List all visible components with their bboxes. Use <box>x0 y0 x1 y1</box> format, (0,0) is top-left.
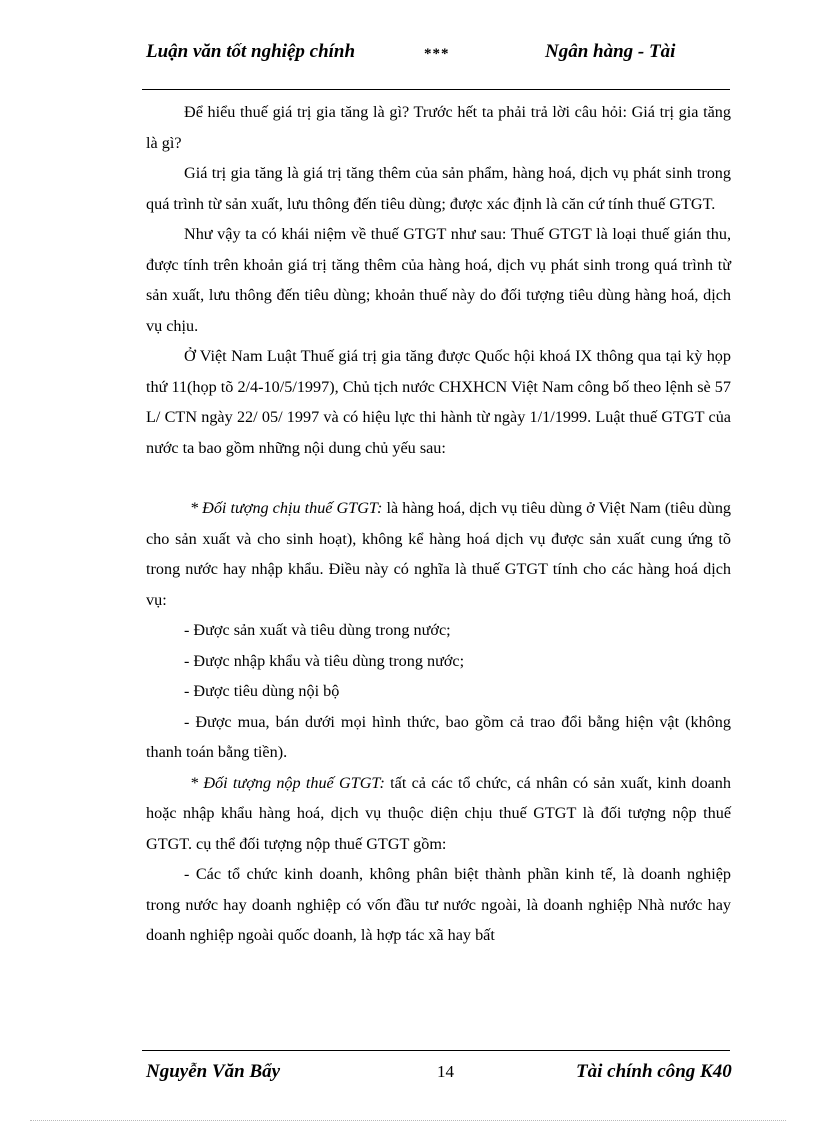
list-item: - Được sản xuất và tiêu dùng trong nước; <box>184 621 451 639</box>
page-number: 14 <box>437 1062 454 1081</box>
header-left-title: Luận văn tốt nghiệp chính <box>146 41 356 62</box>
header-rule <box>142 89 730 90</box>
document-body <box>146 97 731 951</box>
footer-course: Tài chính công K40 <box>576 1061 732 1082</box>
spacer <box>146 463 731 493</box>
paragraph: Để hiểu thuế giá trị gia tăng là gì? Trước hết ta phải trả lời câu hỏi: Giá trị gia tăng là gì? <box>146 103 731 152</box>
paragraph-taxpayers <box>146 768 731 860</box>
section-term: * Đối tượng chịu thuế GTGT: <box>190 499 383 517</box>
section-term: * Đối tượng nộp thuế GTGT: <box>190 773 385 792</box>
paragraph: Ở Việt Nam Luật Thuế giá trị gia tăng được Quốc hội khoá IX thông qua tại kỳ họp thứ 11(họp tõ 2/4-10/5/1997), Chủ tịch nước CHXHCN Việt Nam công bố theo lệnh sè 57 L/ CTN ngày 22/ 05/ 1997 và có hiệu lực thi hành từ ngày 1/1/1999. Luật thuế GTGT của nước ta bao gồm những nội dung chủ yếu sau: <box>146 347 731 457</box>
paragraph: Như vậy ta có khái niệm về thuế GTGT như sau: Thuế GTGT là loại thuế gián thu, được tính trên khoản giá trị tăng thêm của hàng hoá, dịch vụ phát sinh trong quá trình từ sản xuất, lưu thông đến tiêu dùng; khoản thuế này do đối tượng tiêu dùng hàng hoá, dịch vụ chịu. <box>146 225 731 335</box>
footer-rule <box>142 1050 730 1051</box>
paragraph: - Các tổ chức kinh doanh, không phân biệt thành phần kinh tế, là doanh nghiệp trong nước hay doanh nghiệp có vốn đầu tư nước ngoài, là doanh nghiệp Nhà nước hay doanh nghiệp ngoài quốc doanh, là hợp tác xã hay bất <box>146 865 731 944</box>
header-separator: *** <box>424 46 450 62</box>
paragraph-text: là hàng hoá, dịch vụ tiêu dùng ở Việt Nam (tiêu dùng cho sản xuất và cho sinh hoạt), không kể hàng hoá dịch vụ được sản xuất cung ứng tõ trong nước hay nhập khẩu. Điều này có nghĩa là thuế GTGT tính cho các hàng hoá dịch vụ: <box>146 499 732 609</box>
list-item: - Được tiêu dùng nội bộ <box>184 682 340 700</box>
list-item: - Được mua, bán dưới mọi hình thức, bao gồm cả trao đổi bằng hiện vật (không thanh toán bằng tiền). <box>146 712 731 761</box>
paragraph-text: tất cả các tổ chức, cá nhân có sản xuất, kinh doanh hoặc nhập khẩu hàng hoá, dịch vụ thuộc diện chịu thuế GTGT là đối tượng nộp thuế GTGT. cụ thể đối tượng nộp thuế GTGT gồm: <box>146 773 731 853</box>
page-edge-divider <box>30 1120 786 1121</box>
list-item: - Được nhập khẩu và tiêu dùng trong nước; <box>184 651 465 670</box>
paragraph-taxable-objects <box>146 493 731 615</box>
paragraph: Giá trị gia tăng là giá trị tăng thêm của sản phẩm, hàng hoá, dịch vụ phát sinh trong quá trình từ sản xuất, lưu thông đến tiêu dùng; được xác định là căn cứ tính thuế GTGT. <box>146 164 731 213</box>
header-right-title: Ngân hàng - Tài <box>545 41 676 62</box>
footer-author: Nguyễn Văn Bẩy <box>146 1061 281 1082</box>
